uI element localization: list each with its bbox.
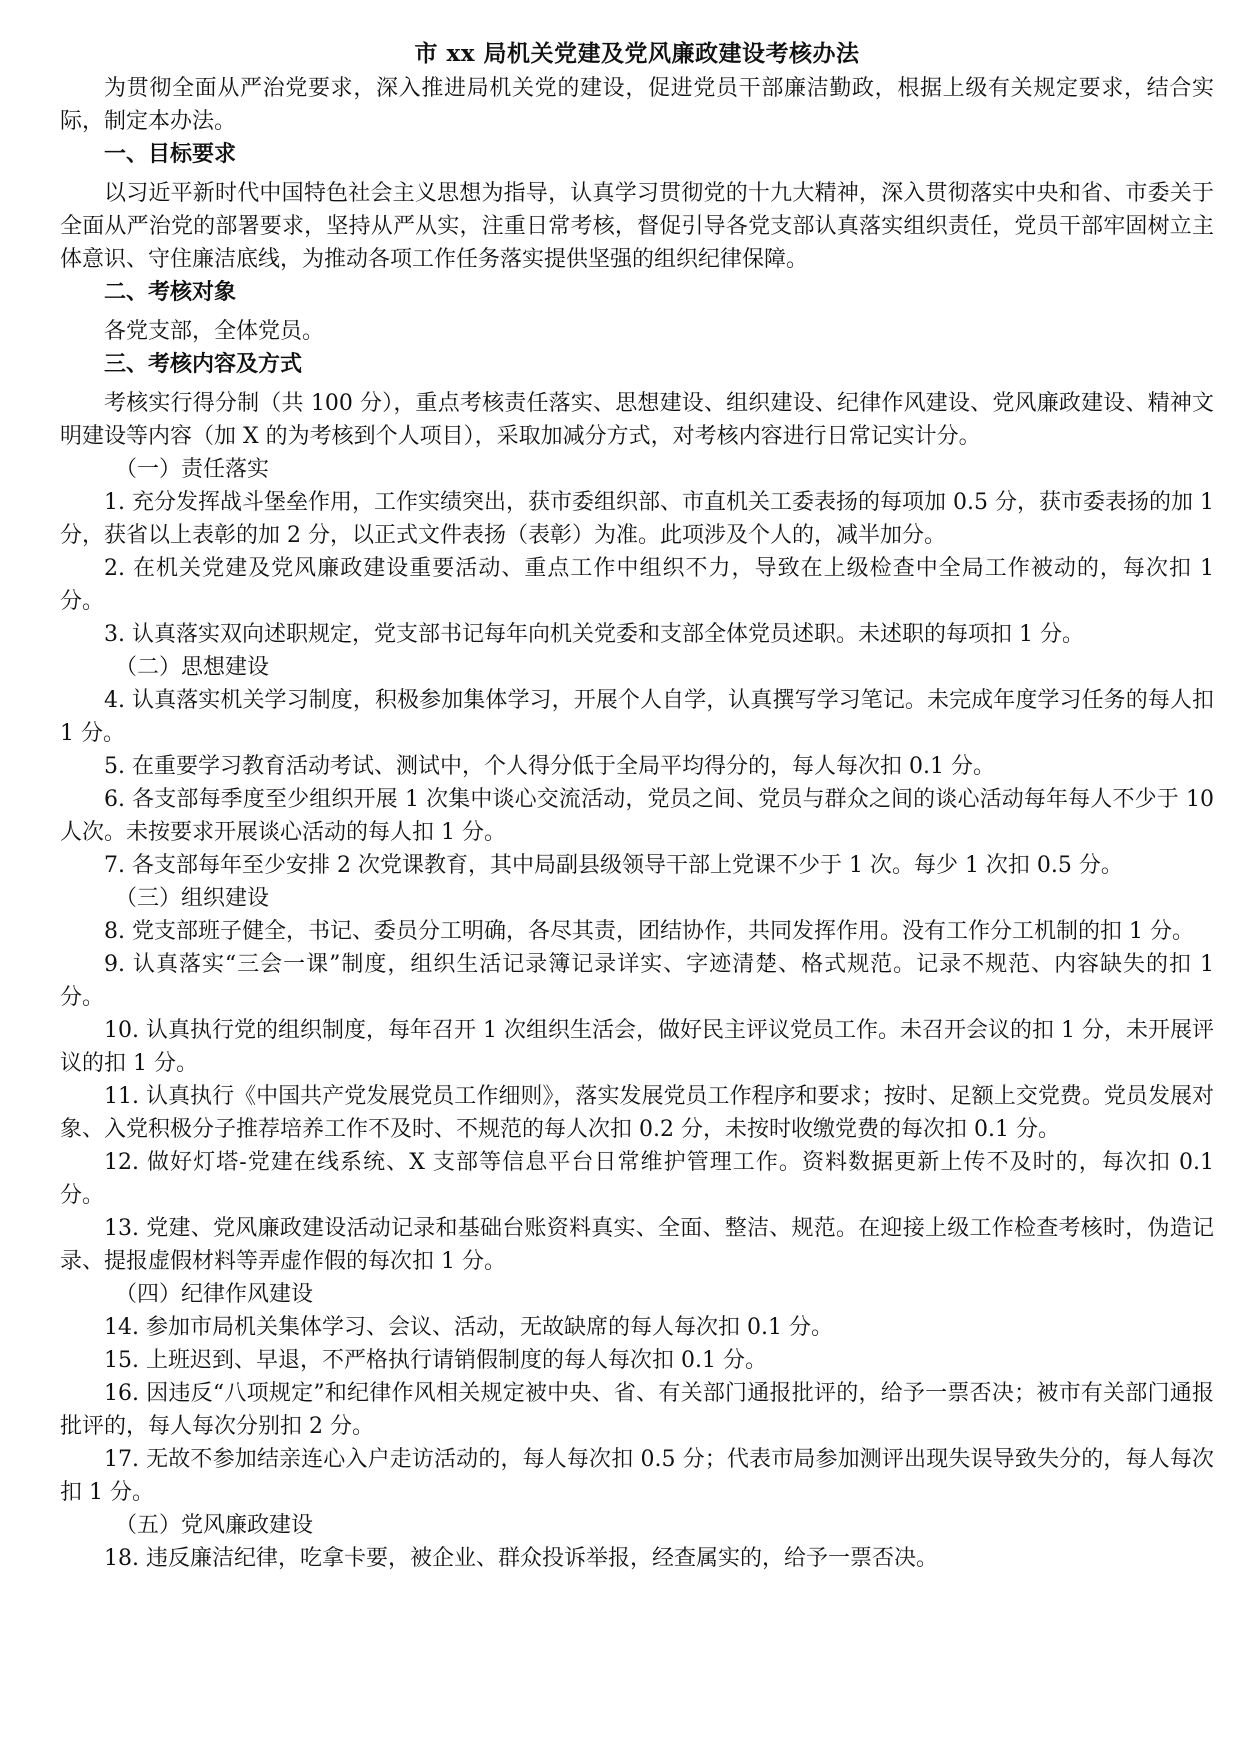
clause-13: 13. 党建、党风廉政建设活动记录和基础台账资料真实、全面、整洁、规范。在迎接上级工作检查考核时，伪造记录、提报虚假材料等弄虚作假的每次扣 1 分。: [60, 1216, 1214, 1274]
clause-14: 14. 参加市局机关集体学习、会议、活动，无故缺席的每人每次扣 0.1 分。: [104, 1315, 833, 1340]
section-heading-targets: 二、考核对象: [104, 279, 237, 305]
goals-paragraph: 以习近平新时代中国特色社会主义思想为指导，认真学习贯彻党的十九大精神，深入贯彻落实中央和省、市委关于全面从严治党的部署要求，坚持从严从实，注重日常考核，督促引导各党支部认真落实组织责任，党员干部牢固树立主体意识、守住廉洁底线，为推动各项工作任务落实提供坚强的组织纪律保障。: [60, 181, 1214, 272]
clause-4: 4. 认真落实机关学习制度，积极参加集体学习，开展个人自学，认真撰写学习笔记。未完成年度学习任务的每人扣 1 分。: [60, 688, 1214, 746]
clause-3: 3. 认真落实双向述职规定，党支部书记每年向机关党委和支部全体党员述职。未述职的每项扣 1 分。: [104, 622, 1084, 647]
content-paragraph: 考核实行得分制（共 100 分），重点考核责任落实、思想建设、组织建设、纪律作风建设、党风廉政建设、精神文明建设等内容（加 X 的为考核到个人项目），采取加减分方式，对考核内容进行日常记实计分。: [60, 391, 1214, 449]
subsection-heading-integrity: （五）党风廉政建设: [115, 1513, 314, 1538]
clause-9: 9. 认真落实“三会一课”制度，组织生活记录簿记录详实、字迹清楚、格式规范。记录不规范、内容缺失的扣 1 分。: [60, 952, 1214, 1010]
intro-paragraph: 为贯彻全面从严治党要求，深入推进局机关党的建设，促进党员干部廉洁勤政，根据上级有关规定要求，结合实际，制定本办法。: [60, 76, 1214, 134]
clause-7: 7. 各支部每年至少安排 2 次党课教育，其中局副县级领导干部上党课不少于 1 次。每少 1 次扣 0.5 分。: [104, 853, 1123, 878]
subsection-heading-responsibility: （一）责任落实: [115, 457, 270, 482]
clause-5: 5. 在重要学习教育活动考试、测试中，个人得分低于全局平均得分的，每人每次扣 0.1 分。: [104, 754, 995, 779]
clause-15: 15. 上班迟到、早退，不严格执行请销假制度的每人每次扣 0.1 分。: [104, 1348, 767, 1373]
subsection-heading-ideology: （二）思想建设: [115, 655, 270, 680]
clause-10: 10. 认真执行党的组织制度，每年召开 1 次组织生活会，做好民主评议党员工作。未召开会议的扣 1 分，未开展评议的扣 1 分。: [60, 1018, 1214, 1076]
section-heading-content: 三、考核内容及方式: [104, 351, 303, 377]
clause-1: 1. 充分发挥战斗堡垒作用，工作实绩突出，获市委组织部、市直机关工委表扬的每项加 0.5 分，获市委表扬的加 1 分，获省以上表彰的加 2 分，以正式文件表扬（表彰）为准。此项涉及个人的，减半加分。: [60, 490, 1214, 548]
clause-11: 11. 认真执行《中国共产党发展党员工作细则》，落实发展党员工作程序和要求；按时、足额上交党费。党员发展对象、入党积极分子推荐培养工作不及时、不规范的每人次扣 0.2 分，未按时收缴党费的每次扣 0.1 分。: [60, 1084, 1214, 1142]
document-page: [60, 38, 1214, 1575]
subsection-heading-discipline: （四）纪律作风建设: [115, 1282, 314, 1307]
clause-2: 2. 在机关党建及党风廉政建设重要活动、重点工作中组织不力，导致在上级检查中全局工作被动的，每次扣 1 分。: [60, 556, 1214, 614]
document-title: 市 xx 局机关党建及党风廉政建设考核办法: [414, 40, 860, 67]
subsection-heading-organization: （三）组织建设: [115, 886, 270, 911]
clause-17: 17. 无故不参加结亲连心入户走访活动的，每人每次扣 0.5 分；代表市局参加测评出现失误导致失分的，每人每次扣 1 分。: [60, 1447, 1214, 1505]
clause-16: 16. 因违反“八项规定”和纪律作风相关规定被中央、省、有关部门通报批评的，给予一票否决；被市有关部门通报批评的，每人每次分别扣 2 分。: [60, 1381, 1214, 1439]
targets-paragraph: 各党支部，全体党员。: [104, 319, 325, 344]
clause-6: 6. 各支部每季度至少组织开展 1 次集中谈心交流活动，党员之间、党员与群众之间的谈心活动每年每人不少于 10 人次。未按要求开展谈心活动的每人扣 1 分。: [60, 787, 1214, 845]
clause-18: 18. 违反廉洁纪律，吃拿卡要，被企业、群众投诉举报，经查属实的，给予一票否决。: [104, 1546, 938, 1571]
clause-12: 12. 做好灯塔-党建在线系统、X 支部等信息平台日常维护管理工作。资料数据更新上传不及时的，每次扣 0.1 分。: [60, 1150, 1214, 1208]
section-heading-goals: 一、目标要求: [104, 141, 237, 167]
clause-8: 8. 党支部班子健全，书记、委员分工明确，各尽其责，团结协作，共同发挥作用。没有工作分工机制的扣 1 分。: [104, 919, 1194, 944]
